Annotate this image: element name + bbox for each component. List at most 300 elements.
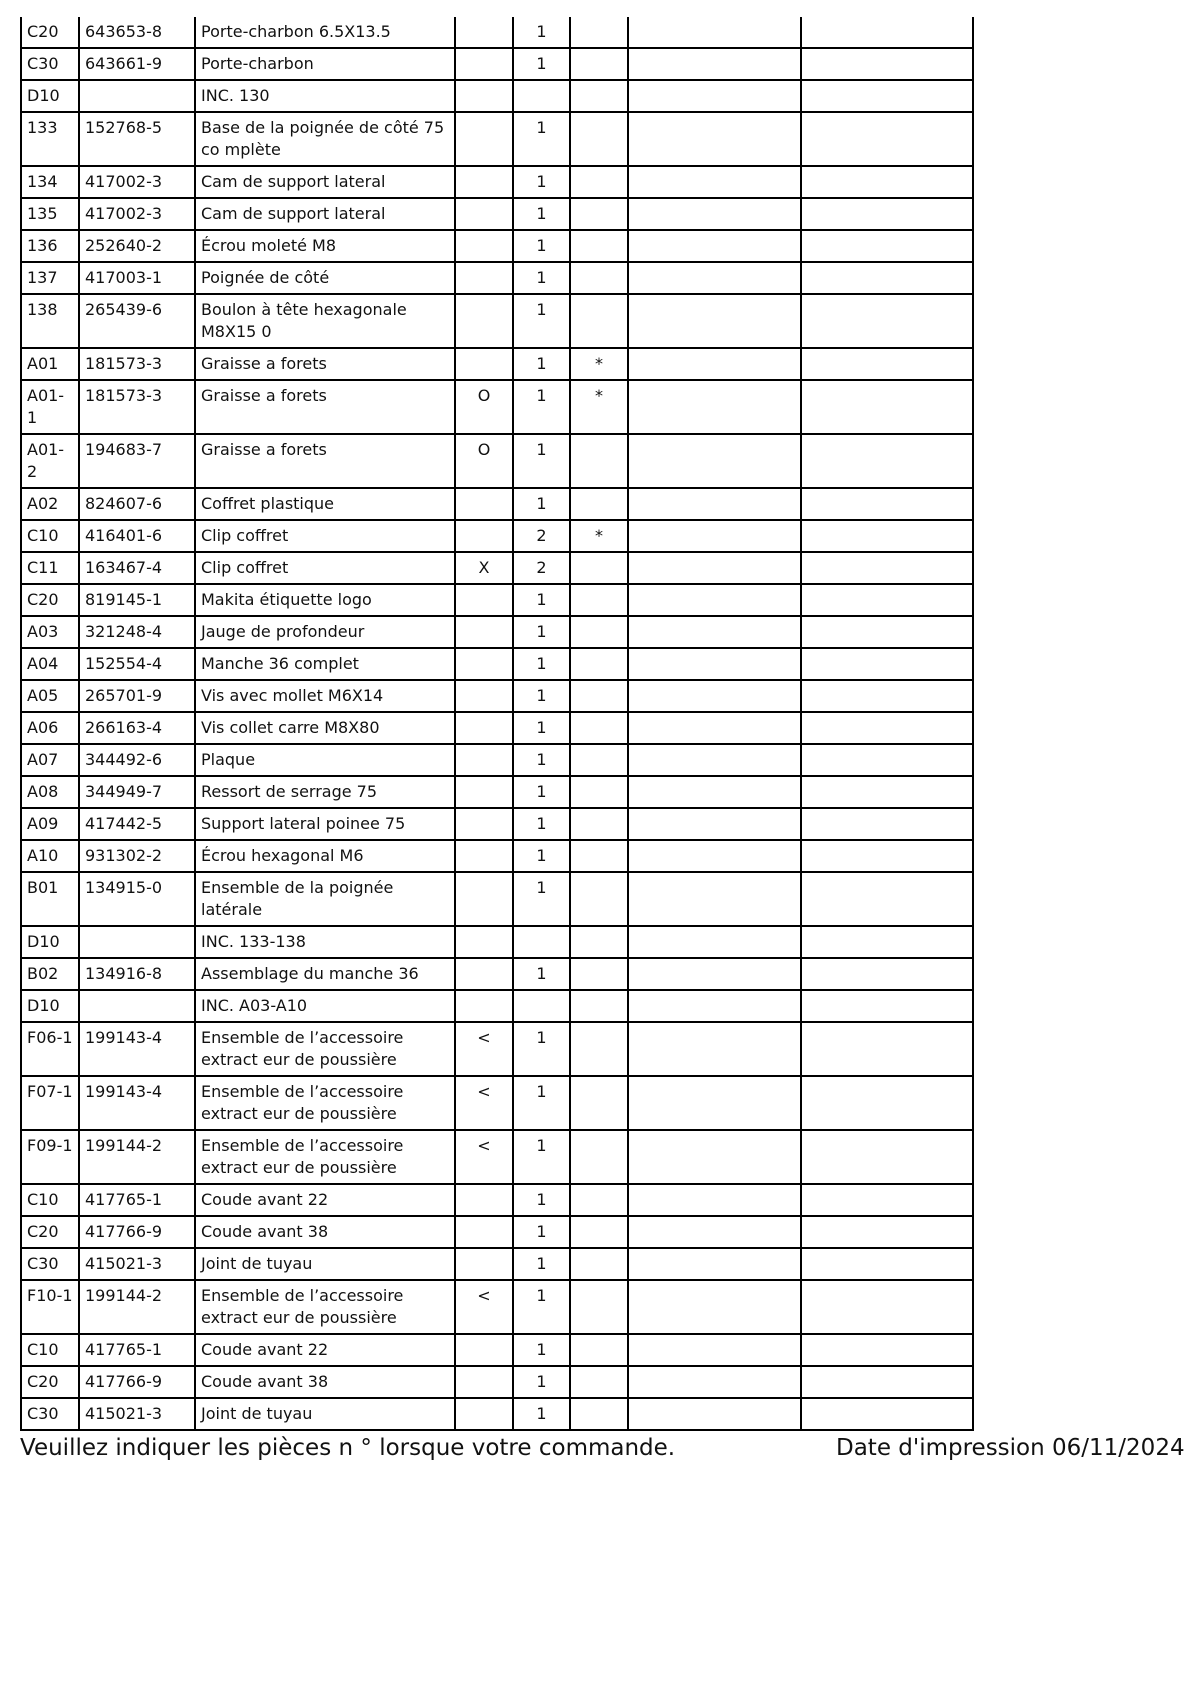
item-number-cell: C20 <box>21 584 79 616</box>
table-row <box>21 198 973 230</box>
empty-cell <box>628 380 801 434</box>
item-number-cell: F10-1 <box>21 1280 79 1334</box>
part-number-cell: 265439-6 <box>79 294 195 348</box>
part-number-cell: 417002-3 <box>79 198 195 230</box>
quantity-cell: 1 <box>513 48 570 80</box>
item-number-cell: 138 <box>21 294 79 348</box>
remark-cell: < <box>455 1076 513 1130</box>
part-number-cell: 194683-7 <box>79 434 195 488</box>
mark-cell <box>570 17 628 48</box>
empty-cell <box>801 872 973 926</box>
part-number-cell: 415021-3 <box>79 1248 195 1280</box>
table-row <box>21 616 973 648</box>
quantity-cell: 1 <box>513 1076 570 1130</box>
empty-cell <box>628 1366 801 1398</box>
quantity-cell: 1 <box>513 584 570 616</box>
remark-cell <box>455 294 513 348</box>
table-row <box>21 488 973 520</box>
quantity-cell: 1 <box>513 1280 570 1334</box>
part-number-cell: 181573-3 <box>79 348 195 380</box>
mark-cell <box>570 198 628 230</box>
part-number-cell <box>79 80 195 112</box>
table-row <box>21 808 973 840</box>
part-number-cell: 417766-9 <box>79 1366 195 1398</box>
description-cell: Makita étiquette logo <box>195 584 455 616</box>
empty-cell <box>628 1334 801 1366</box>
table-row <box>21 17 973 48</box>
mark-cell <box>570 488 628 520</box>
table-row <box>21 348 973 380</box>
quantity-cell: 1 <box>513 872 570 926</box>
table-row <box>21 48 973 80</box>
table-row <box>21 1366 973 1398</box>
empty-cell <box>628 488 801 520</box>
empty-cell <box>628 712 801 744</box>
empty-cell <box>628 348 801 380</box>
mark-cell <box>570 1130 628 1184</box>
empty-cell <box>801 17 973 48</box>
mark-cell <box>570 1398 628 1430</box>
item-number-cell: 133 <box>21 112 79 166</box>
part-number-cell: 643661-9 <box>79 48 195 80</box>
description-cell: Coude avant 22 <box>195 1184 455 1216</box>
description-cell: Base de la poignée de côté 75 co mplète <box>195 112 455 166</box>
remark-cell <box>455 1248 513 1280</box>
part-number-cell: 265701-9 <box>79 680 195 712</box>
mark-cell: * <box>570 348 628 380</box>
description-cell: Coffret plastique <box>195 488 455 520</box>
table-row <box>21 990 973 1022</box>
empty-cell <box>628 262 801 294</box>
mark-cell <box>570 990 628 1022</box>
remark-cell <box>455 17 513 48</box>
item-number-cell: 135 <box>21 198 79 230</box>
description-cell: Écrou moleté M8 <box>195 230 455 262</box>
empty-cell <box>628 552 801 584</box>
empty-cell <box>628 1076 801 1130</box>
table-row <box>21 584 973 616</box>
item-number-cell: B01 <box>21 872 79 926</box>
empty-cell <box>628 872 801 926</box>
quantity-cell: 1 <box>513 958 570 990</box>
quantity-cell: 1 <box>513 348 570 380</box>
description-cell: INC. 130 <box>195 80 455 112</box>
part-number-cell: 417765-1 <box>79 1184 195 1216</box>
part-number-cell: 344949-7 <box>79 776 195 808</box>
remark-cell <box>455 840 513 872</box>
empty-cell <box>628 1130 801 1184</box>
item-number-cell: F07-1 <box>21 1076 79 1130</box>
empty-cell <box>801 380 973 434</box>
mark-cell <box>570 552 628 584</box>
empty-cell <box>801 1366 973 1398</box>
empty-cell <box>628 1248 801 1280</box>
quantity-cell: 1 <box>513 840 570 872</box>
empty-cell <box>628 776 801 808</box>
table-row <box>21 1334 973 1366</box>
part-number-cell: 199143-4 <box>79 1076 195 1130</box>
empty-cell <box>801 1184 973 1216</box>
item-number-cell: A02 <box>21 488 79 520</box>
description-cell: Vis avec mollet M6X14 <box>195 680 455 712</box>
remark-cell: < <box>455 1130 513 1184</box>
part-number-cell: 819145-1 <box>79 584 195 616</box>
empty-cell <box>628 17 801 48</box>
part-number-cell: 321248-4 <box>79 616 195 648</box>
empty-cell <box>628 198 801 230</box>
quantity-cell: 1 <box>513 1366 570 1398</box>
mark-cell <box>570 1184 628 1216</box>
empty-cell <box>628 958 801 990</box>
remark-cell: < <box>455 1280 513 1334</box>
item-number-cell: C11 <box>21 552 79 584</box>
empty-cell <box>801 1130 973 1184</box>
empty-cell <box>628 1022 801 1076</box>
part-number-cell: 344492-6 <box>79 744 195 776</box>
remark-cell: X <box>455 552 513 584</box>
description-cell: Ressort de serrage 75 <box>195 776 455 808</box>
description-cell: Cam de support lateral <box>195 198 455 230</box>
empty-cell <box>628 616 801 648</box>
empty-cell <box>801 520 973 552</box>
empty-cell <box>628 1184 801 1216</box>
table-row <box>21 1076 973 1130</box>
part-number-cell: 252640-2 <box>79 230 195 262</box>
mark-cell <box>570 808 628 840</box>
empty-cell <box>801 776 973 808</box>
description-cell: Cam de support lateral <box>195 166 455 198</box>
item-number-cell: C10 <box>21 1334 79 1366</box>
part-number-cell: 931302-2 <box>79 840 195 872</box>
empty-cell <box>628 230 801 262</box>
parts-table <box>20 17 974 1431</box>
item-number-cell: C10 <box>21 520 79 552</box>
quantity-cell: 1 <box>513 744 570 776</box>
empty-cell <box>801 434 973 488</box>
mark-cell <box>570 166 628 198</box>
description-cell: Coude avant 22 <box>195 1334 455 1366</box>
description-cell: Ensemble de la poignée latérale <box>195 872 455 926</box>
description-cell: Coude avant 38 <box>195 1216 455 1248</box>
table-row <box>21 1022 973 1076</box>
quantity-cell: 1 <box>513 1184 570 1216</box>
remark-cell <box>455 230 513 262</box>
item-number-cell: 136 <box>21 230 79 262</box>
mark-cell <box>570 680 628 712</box>
remark-cell <box>455 1366 513 1398</box>
table-row <box>21 112 973 166</box>
empty-cell <box>628 80 801 112</box>
item-number-cell: C30 <box>21 48 79 80</box>
empty-cell <box>801 348 973 380</box>
empty-cell <box>801 616 973 648</box>
parts-table-body <box>21 17 973 1430</box>
empty-cell <box>801 198 973 230</box>
description-cell: Manche 36 complet <box>195 648 455 680</box>
mark-cell <box>570 744 628 776</box>
empty-cell <box>801 1334 973 1366</box>
table-row <box>21 1216 973 1248</box>
item-number-cell: D10 <box>21 990 79 1022</box>
empty-cell <box>801 1398 973 1430</box>
description-cell: Ensemble de l’accessoire extract eur de poussière <box>195 1076 455 1130</box>
part-number-cell: 417765-1 <box>79 1334 195 1366</box>
remark-cell <box>455 958 513 990</box>
part-number-cell: 199144-2 <box>79 1130 195 1184</box>
remark-cell <box>455 348 513 380</box>
part-number-cell: 417442-5 <box>79 808 195 840</box>
table-row <box>21 1280 973 1334</box>
item-number-cell: C30 <box>21 1248 79 1280</box>
description-cell: Graisse a forets <box>195 434 455 488</box>
part-number-cell: 417003-1 <box>79 262 195 294</box>
remark-cell: O <box>455 434 513 488</box>
part-number-cell: 134916-8 <box>79 958 195 990</box>
item-number-cell: D10 <box>21 926 79 958</box>
quantity-cell: 2 <box>513 552 570 584</box>
empty-cell <box>801 166 973 198</box>
item-number-cell: A08 <box>21 776 79 808</box>
mark-cell <box>570 1280 628 1334</box>
mark-cell <box>570 712 628 744</box>
remark-cell <box>455 520 513 552</box>
empty-cell <box>801 926 973 958</box>
description-cell: Ensemble de l’accessoire extract eur de poussière <box>195 1130 455 1184</box>
description-cell: Ensemble de l’accessoire extract eur de poussière <box>195 1022 455 1076</box>
part-number-cell: 134915-0 <box>79 872 195 926</box>
empty-cell <box>628 840 801 872</box>
mark-cell: * <box>570 520 628 552</box>
remark-cell <box>455 872 513 926</box>
empty-cell <box>801 958 973 990</box>
item-number-cell: 137 <box>21 262 79 294</box>
description-cell: Joint de tuyau <box>195 1398 455 1430</box>
quantity-cell: 1 <box>513 648 570 680</box>
empty-cell <box>628 1280 801 1334</box>
mark-cell <box>570 1022 628 1076</box>
description-cell: Écrou hexagonal M6 <box>195 840 455 872</box>
empty-cell <box>801 808 973 840</box>
remark-cell <box>455 1398 513 1430</box>
part-number-cell: 417766-9 <box>79 1216 195 1248</box>
empty-cell <box>801 712 973 744</box>
table-row <box>21 840 973 872</box>
quantity-cell: 1 <box>513 1248 570 1280</box>
remark-cell <box>455 80 513 112</box>
mark-cell <box>570 958 628 990</box>
mark-cell <box>570 872 628 926</box>
item-number-cell: A04 <box>21 648 79 680</box>
empty-cell <box>628 926 801 958</box>
description-cell: Clip coffret <box>195 552 455 584</box>
mark-cell <box>570 294 628 348</box>
item-number-cell: A01 <box>21 348 79 380</box>
mark-cell <box>570 1216 628 1248</box>
table-row <box>21 1184 973 1216</box>
remark-cell <box>455 262 513 294</box>
part-number-cell: 415021-3 <box>79 1398 195 1430</box>
description-cell: Boulon à tête hexagonale M8X15 0 <box>195 294 455 348</box>
part-number-cell: 152768-5 <box>79 112 195 166</box>
table-row <box>21 262 973 294</box>
mark-cell <box>570 584 628 616</box>
empty-cell <box>628 584 801 616</box>
empty-cell <box>628 990 801 1022</box>
mark-cell <box>570 1248 628 1280</box>
mark-cell <box>570 48 628 80</box>
quantity-cell: 1 <box>513 112 570 166</box>
quantity-cell: 1 <box>513 262 570 294</box>
table-row <box>21 958 973 990</box>
remark-cell <box>455 680 513 712</box>
part-number-cell <box>79 926 195 958</box>
mark-cell <box>570 1366 628 1398</box>
quantity-cell: 1 <box>513 380 570 434</box>
table-row <box>21 434 973 488</box>
remark-cell <box>455 648 513 680</box>
remark-cell: O <box>455 380 513 434</box>
empty-cell <box>628 744 801 776</box>
empty-cell <box>628 112 801 166</box>
part-number-cell: 152554-4 <box>79 648 195 680</box>
item-number-cell: C20 <box>21 1366 79 1398</box>
table-row <box>21 926 973 958</box>
item-number-cell: A10 <box>21 840 79 872</box>
item-number-cell: A09 <box>21 808 79 840</box>
quantity-cell: 1 <box>513 488 570 520</box>
item-number-cell: C20 <box>21 1216 79 1248</box>
description-cell: Porte-charbon <box>195 48 455 80</box>
remark-cell <box>455 1334 513 1366</box>
mark-cell <box>570 80 628 112</box>
quantity-cell: 1 <box>513 294 570 348</box>
description-cell: Joint de tuyau <box>195 1248 455 1280</box>
remark-cell <box>455 1184 513 1216</box>
remark-cell <box>455 198 513 230</box>
description-cell: INC. A03-A10 <box>195 990 455 1022</box>
quantity-cell <box>513 80 570 112</box>
mark-cell: * <box>570 380 628 434</box>
mark-cell <box>570 230 628 262</box>
remark-cell <box>455 990 513 1022</box>
description-cell: Graisse a forets <box>195 348 455 380</box>
table-row <box>21 80 973 112</box>
part-number-cell: 266163-4 <box>79 712 195 744</box>
empty-cell <box>801 648 973 680</box>
description-cell: Poignée de côté <box>195 262 455 294</box>
quantity-cell <box>513 926 570 958</box>
table-row <box>21 166 973 198</box>
table-row <box>21 1398 973 1430</box>
item-number-cell: F06-1 <box>21 1022 79 1076</box>
description-cell: Ensemble de l’accessoire extract eur de poussière <box>195 1280 455 1334</box>
mark-cell <box>570 776 628 808</box>
mark-cell <box>570 648 628 680</box>
part-number-cell: 824607-6 <box>79 488 195 520</box>
mark-cell <box>570 1076 628 1130</box>
remark-cell <box>455 926 513 958</box>
remark-cell <box>455 744 513 776</box>
quantity-cell: 1 <box>513 230 570 262</box>
remark-cell <box>455 112 513 166</box>
description-cell: INC. 133-138 <box>195 926 455 958</box>
description-cell: Plaque <box>195 744 455 776</box>
part-number-cell: 416401-6 <box>79 520 195 552</box>
description-cell: Coude avant 38 <box>195 1366 455 1398</box>
mark-cell <box>570 434 628 488</box>
table-row <box>21 380 973 434</box>
table-row <box>21 872 973 926</box>
part-number-cell: 163467-4 <box>79 552 195 584</box>
part-number-cell: 417002-3 <box>79 166 195 198</box>
remark-cell <box>455 616 513 648</box>
description-cell: Clip coffret <box>195 520 455 552</box>
remark-cell: < <box>455 1022 513 1076</box>
table-row <box>21 744 973 776</box>
table-row <box>21 294 973 348</box>
empty-cell <box>628 48 801 80</box>
mark-cell <box>570 616 628 648</box>
remark-cell <box>455 1216 513 1248</box>
quantity-cell: 1 <box>513 1334 570 1366</box>
table-row <box>21 230 973 262</box>
empty-cell <box>801 840 973 872</box>
quantity-cell: 1 <box>513 1022 570 1076</box>
table-row <box>21 1130 973 1184</box>
item-number-cell: D10 <box>21 80 79 112</box>
part-number-cell: 643653-8 <box>79 17 195 48</box>
empty-cell <box>801 744 973 776</box>
empty-cell <box>628 166 801 198</box>
table-row <box>21 1248 973 1280</box>
item-number-cell: A06 <box>21 712 79 744</box>
empty-cell <box>801 230 973 262</box>
quantity-cell: 1 <box>513 776 570 808</box>
empty-cell <box>801 1076 973 1130</box>
quantity-cell: 1 <box>513 434 570 488</box>
remark-cell <box>455 776 513 808</box>
footer-print-date: Date d'impression 06/11/2024 <box>836 1435 1185 1461</box>
empty-cell <box>801 680 973 712</box>
part-number-cell: 199144-2 <box>79 1280 195 1334</box>
quantity-cell: 1 <box>513 166 570 198</box>
quantity-cell: 1 <box>513 712 570 744</box>
item-number-cell: A05 <box>21 680 79 712</box>
table-row <box>21 648 973 680</box>
quantity-cell: 1 <box>513 1398 570 1430</box>
mark-cell <box>570 1334 628 1366</box>
mark-cell <box>570 112 628 166</box>
quantity-cell: 1 <box>513 198 570 230</box>
item-number-cell: 134 <box>21 166 79 198</box>
empty-cell <box>801 262 973 294</box>
quantity-cell: 1 <box>513 616 570 648</box>
item-number-cell: B02 <box>21 958 79 990</box>
empty-cell <box>628 294 801 348</box>
table-row <box>21 776 973 808</box>
description-cell: Jauge de profondeur <box>195 616 455 648</box>
table-row <box>21 552 973 584</box>
mark-cell <box>570 840 628 872</box>
description-cell: Support lateral poinee 75 <box>195 808 455 840</box>
description-cell: Porte-charbon 6.5X13.5 <box>195 17 455 48</box>
item-number-cell: A01-2 <box>21 434 79 488</box>
item-number-cell: F09-1 <box>21 1130 79 1184</box>
item-number-cell: A07 <box>21 744 79 776</box>
remark-cell <box>455 712 513 744</box>
empty-cell <box>801 990 973 1022</box>
empty-cell <box>801 488 973 520</box>
